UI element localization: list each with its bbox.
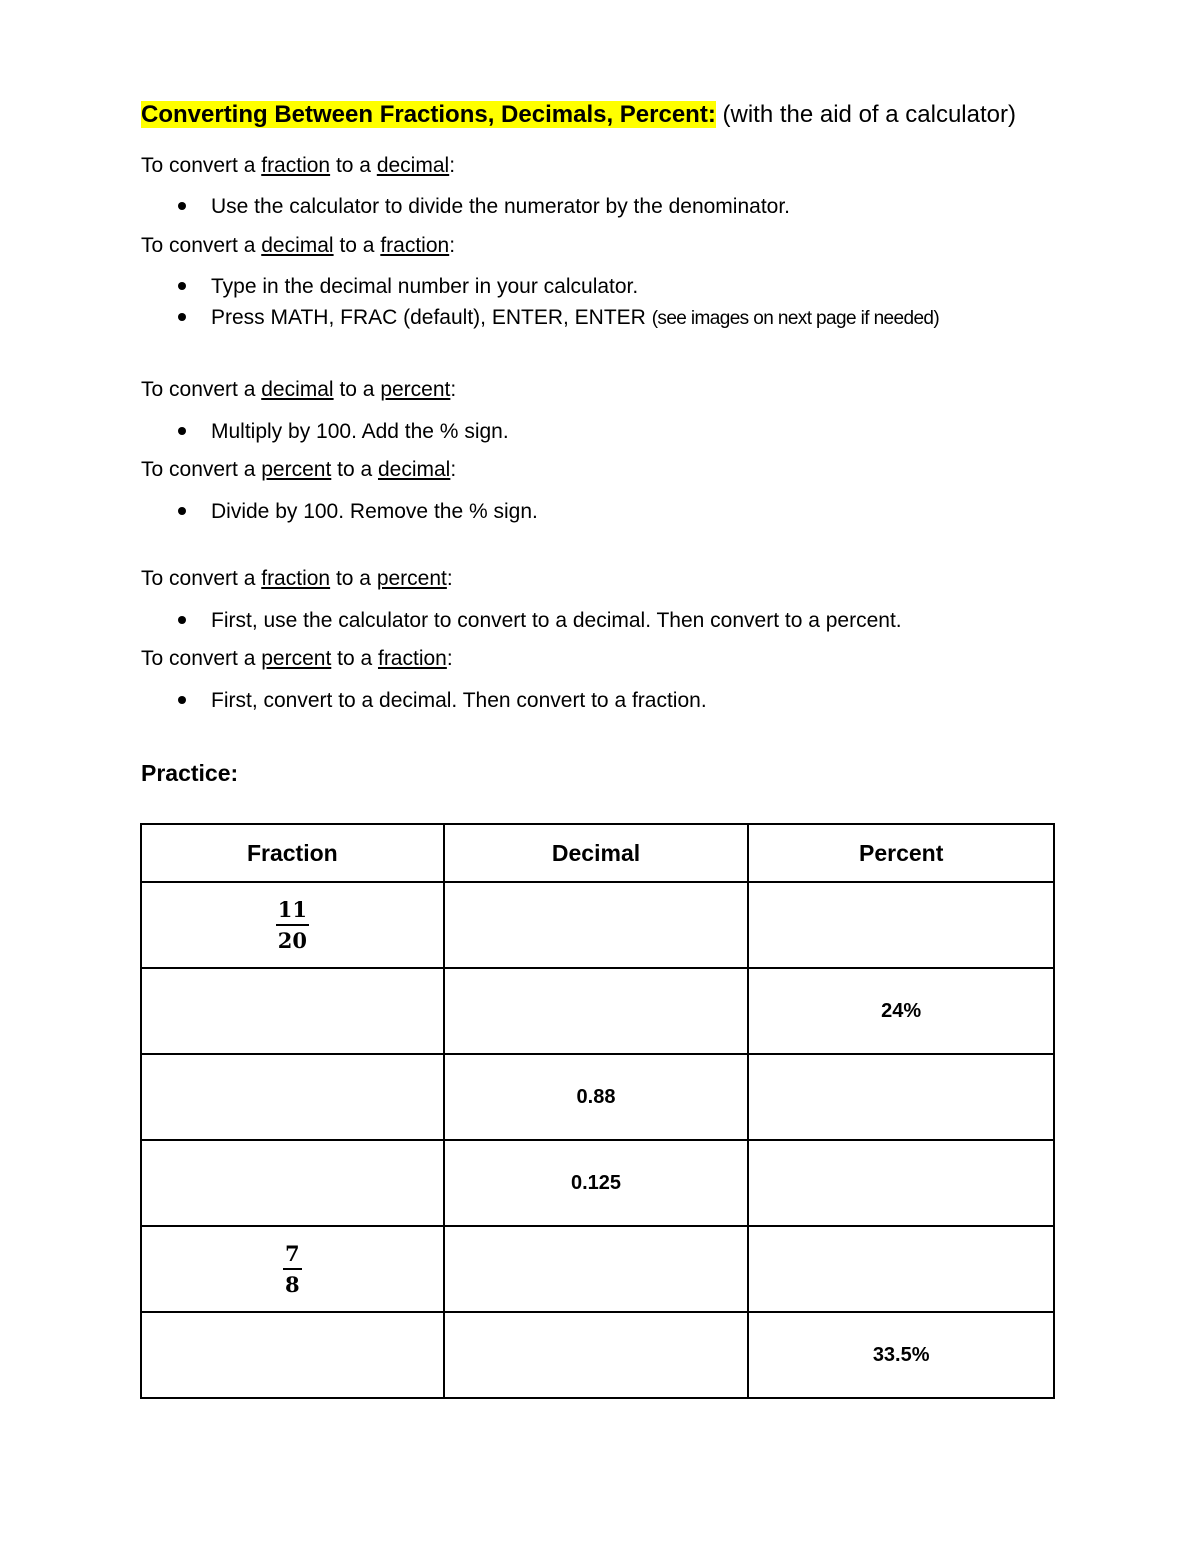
- section-percent-to-fraction: [141, 646, 1061, 716]
- percent-cell[interactable]: [748, 1054, 1054, 1140]
- bullet-item: Divide by 100. Remove the % sign.: [141, 496, 1061, 527]
- practice-heading: Practice:: [141, 760, 239, 786]
- bullet-item: Press MATH, FRAC (default), ENTER, ENTER (see images on next page if needed): [141, 302, 1061, 334]
- section-heading: To convert a fraction to a decimal:: [141, 154, 456, 177]
- table-row: [141, 968, 1054, 1054]
- title-subtitle: (with the aid of a calculator): [722, 101, 1016, 128]
- page-title: [141, 96, 1061, 134]
- header-decimal: Decimal: [444, 824, 749, 882]
- section-heading: To convert a fraction to a percent:: [141, 567, 453, 590]
- table-header-row: [141, 824, 1054, 882]
- bullet-item: Type in the decimal number in your calculator.: [141, 271, 1061, 302]
- section-fraction-to-decimal: [141, 153, 1061, 222]
- section-heading: To convert a decimal to a fraction:: [141, 234, 456, 257]
- practice-table: [140, 823, 1055, 1399]
- header-percent: Percent: [748, 824, 1054, 882]
- decimal-cell[interactable]: 0.125: [444, 1140, 749, 1226]
- decimal-cell[interactable]: 0.88: [444, 1054, 749, 1140]
- bullet-item: First, use the calculator to convert to a decimal. Then convert to a percent.: [141, 605, 1061, 636]
- bullet-item: Multiply by 100. Add the % sign.: [141, 416, 1061, 447]
- fraction-cell[interactable]: [141, 1054, 444, 1140]
- decimal-cell[interactable]: [444, 968, 749, 1054]
- fraction-value: $\frac{7}{8}$: [285, 1241, 300, 1297]
- section-heading: To convert a decimal to a percent:: [141, 378, 457, 401]
- section-decimal-to-percent: [141, 377, 1061, 447]
- section-fraction-to-percent: [141, 566, 1061, 636]
- bullet-item: Use the calculator to divide the numerator by the denominator.: [141, 191, 1061, 222]
- bullet-item: First, convert to a decimal. Then convert to a fraction.: [141, 685, 1061, 716]
- table-row: [141, 1226, 1054, 1312]
- table-row: [141, 882, 1054, 968]
- fraction-cell[interactable]: [141, 1140, 444, 1226]
- section-heading: To convert a percent to a decimal:: [141, 458, 457, 481]
- decimal-cell[interactable]: [444, 1312, 749, 1398]
- fraction-cell[interactable]: [141, 882, 444, 968]
- fraction-cell[interactable]: [141, 1226, 444, 1312]
- header-fraction: Fraction: [141, 824, 444, 882]
- percent-cell[interactable]: 33.5%: [748, 1312, 1054, 1398]
- percent-cell[interactable]: [748, 1226, 1054, 1312]
- table-row: [141, 1312, 1054, 1398]
- fraction-cell[interactable]: [141, 968, 444, 1054]
- table-row: [141, 1140, 1054, 1226]
- bullet-note: (see images on next page if needed): [651, 308, 940, 329]
- title-highlight: Converting Between Fractions, Decimals, Percent:: [141, 101, 716, 128]
- section-heading: To convert a percent to a fraction:: [141, 647, 453, 670]
- percent-cell[interactable]: [748, 1140, 1054, 1226]
- fraction-value: $\frac{11}{20}$: [277, 897, 307, 953]
- section-percent-to-decimal: [141, 457, 1061, 527]
- percent-cell[interactable]: 24%: [748, 968, 1054, 1054]
- decimal-cell[interactable]: [444, 1226, 749, 1312]
- percent-cell[interactable]: [748, 882, 1054, 968]
- decimal-cell[interactable]: [444, 882, 749, 968]
- section-decimal-to-fraction: [141, 233, 1061, 334]
- worksheet-page: [141, 96, 1061, 788]
- table-row: [141, 1054, 1054, 1140]
- fraction-cell[interactable]: [141, 1312, 444, 1398]
